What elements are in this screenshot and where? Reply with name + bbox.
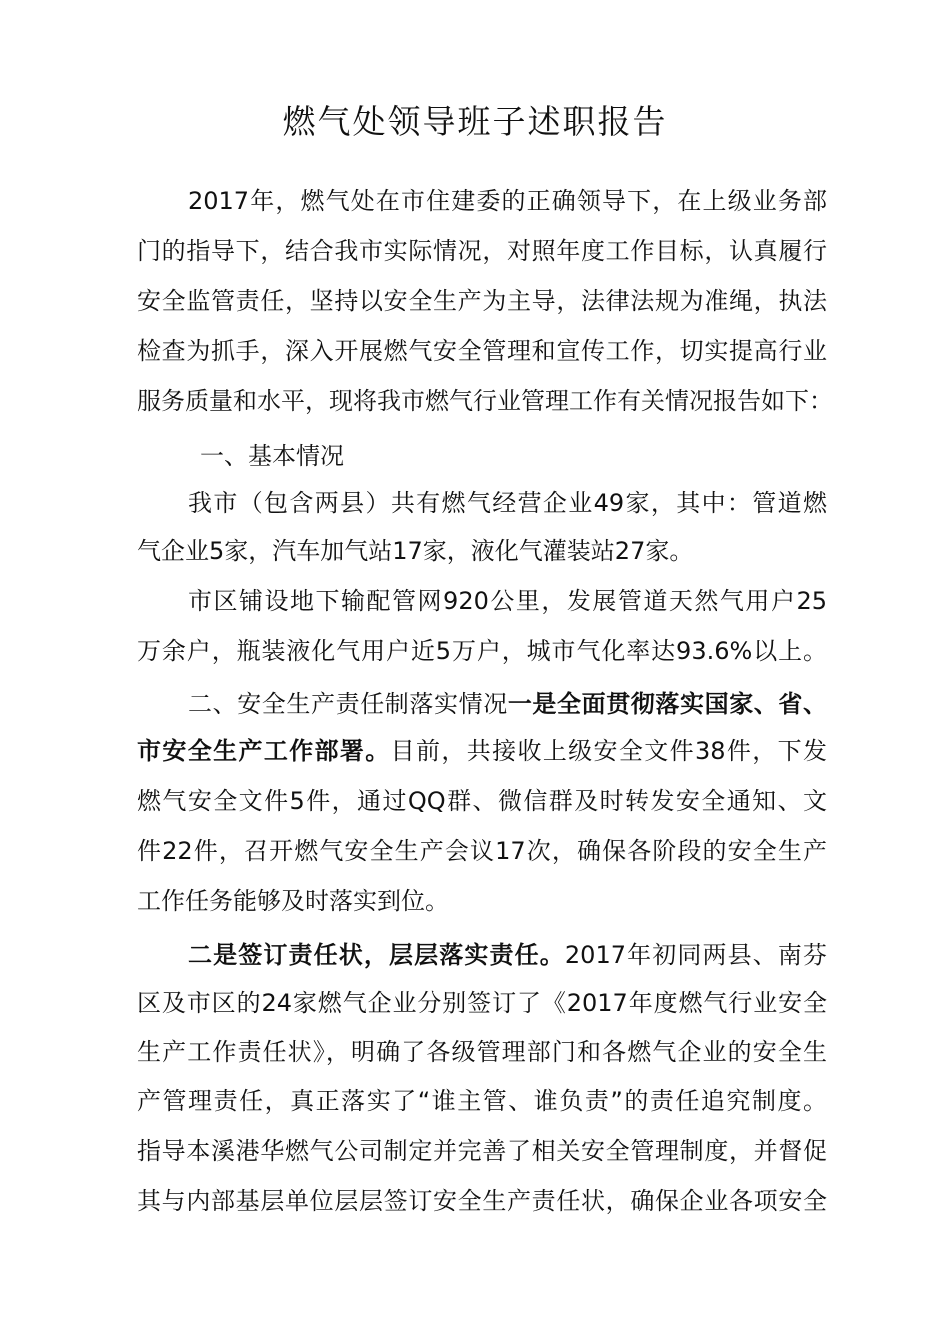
paragraph-line: 气企业5家，汽车加气站17家，液化气灌装站27家。 [137,537,694,565]
paragraph-line: 区及市区的24家燃气企业分别签订了《2017年度燃气行业安全 [137,989,827,1017]
paragraph-line: 2017年，燃气处在市住建委的正确领导下，在上级业务部 [188,187,827,215]
paragraph-text: 2017年初同两县、南芬 [564,941,828,969]
paragraph-line: 检查为抓手，深入开展燃气安全管理和宣传工作，切实提高行业 [137,337,827,365]
paragraph-line: 市区铺设地下输配管网920公里，发展管道天然气用户25 [188,587,827,615]
paragraph-line: 工作任务能够及时落实到位。 [137,887,449,915]
paragraph-line [188,935,827,975]
section-heading: 一、基本情况 [200,442,344,470]
paragraph-line: 燃气安全文件5件，通过QQ群、微信群及时转发安全通知、文 [137,787,827,815]
paragraph-line: 指导本溪港华燃气公司制定并完善了相关安全管理制度，并督促 [137,1137,827,1165]
paragraph-line: 安全监管责任，坚持以安全生产为主导，法律法规为准绳，执法 [137,287,827,315]
paragraph-line: 我市（包含两县）共有燃气经营企业49家，其中：管道燃 [188,489,827,517]
paragraph-line [188,684,827,724]
bold-lead: 一是全面贯彻落实国家、省、 [507,690,828,718]
paragraph-line: 服务质量和水平，现将我市燃气行业管理工作有关情况报告如下： [137,387,833,415]
paragraph-line: 其与内部基层单位层层签订安全生产责任状，确保企业各项安全 [137,1187,827,1215]
paragraph-line [137,731,827,771]
page-title: 燃气处领导班子述职报告 [282,102,668,141]
paragraph-line: 生产工作责任状》，明确了各级管理部门和各燃气企业的安全生 [137,1038,827,1066]
bold-lead: 市安全生产工作部署。 [137,737,391,765]
paragraph-line: 门的指导下，结合我市实际情况，对照年度工作目标，认真履行 [137,237,827,265]
bold-lead: 二是签订责任状，层层落实责任。 [188,941,565,969]
paragraph-line: 万余户，瓶装液化气用户近5万户，城市气化率达93.6%以上。 [137,637,827,665]
paragraph-line: 件22件，召开燃气安全生产会议17次，确保各阶段的安全生产 [137,837,827,865]
paragraph-text: 目前，共接收上级安全文件38件，下发 [390,737,827,765]
section-heading: 二、安全生产责任制落实情况 [188,690,508,718]
paragraph-line: 产管理责任，真正落实了“谁主管、谁负责”的责任追究制度。 [137,1087,827,1115]
